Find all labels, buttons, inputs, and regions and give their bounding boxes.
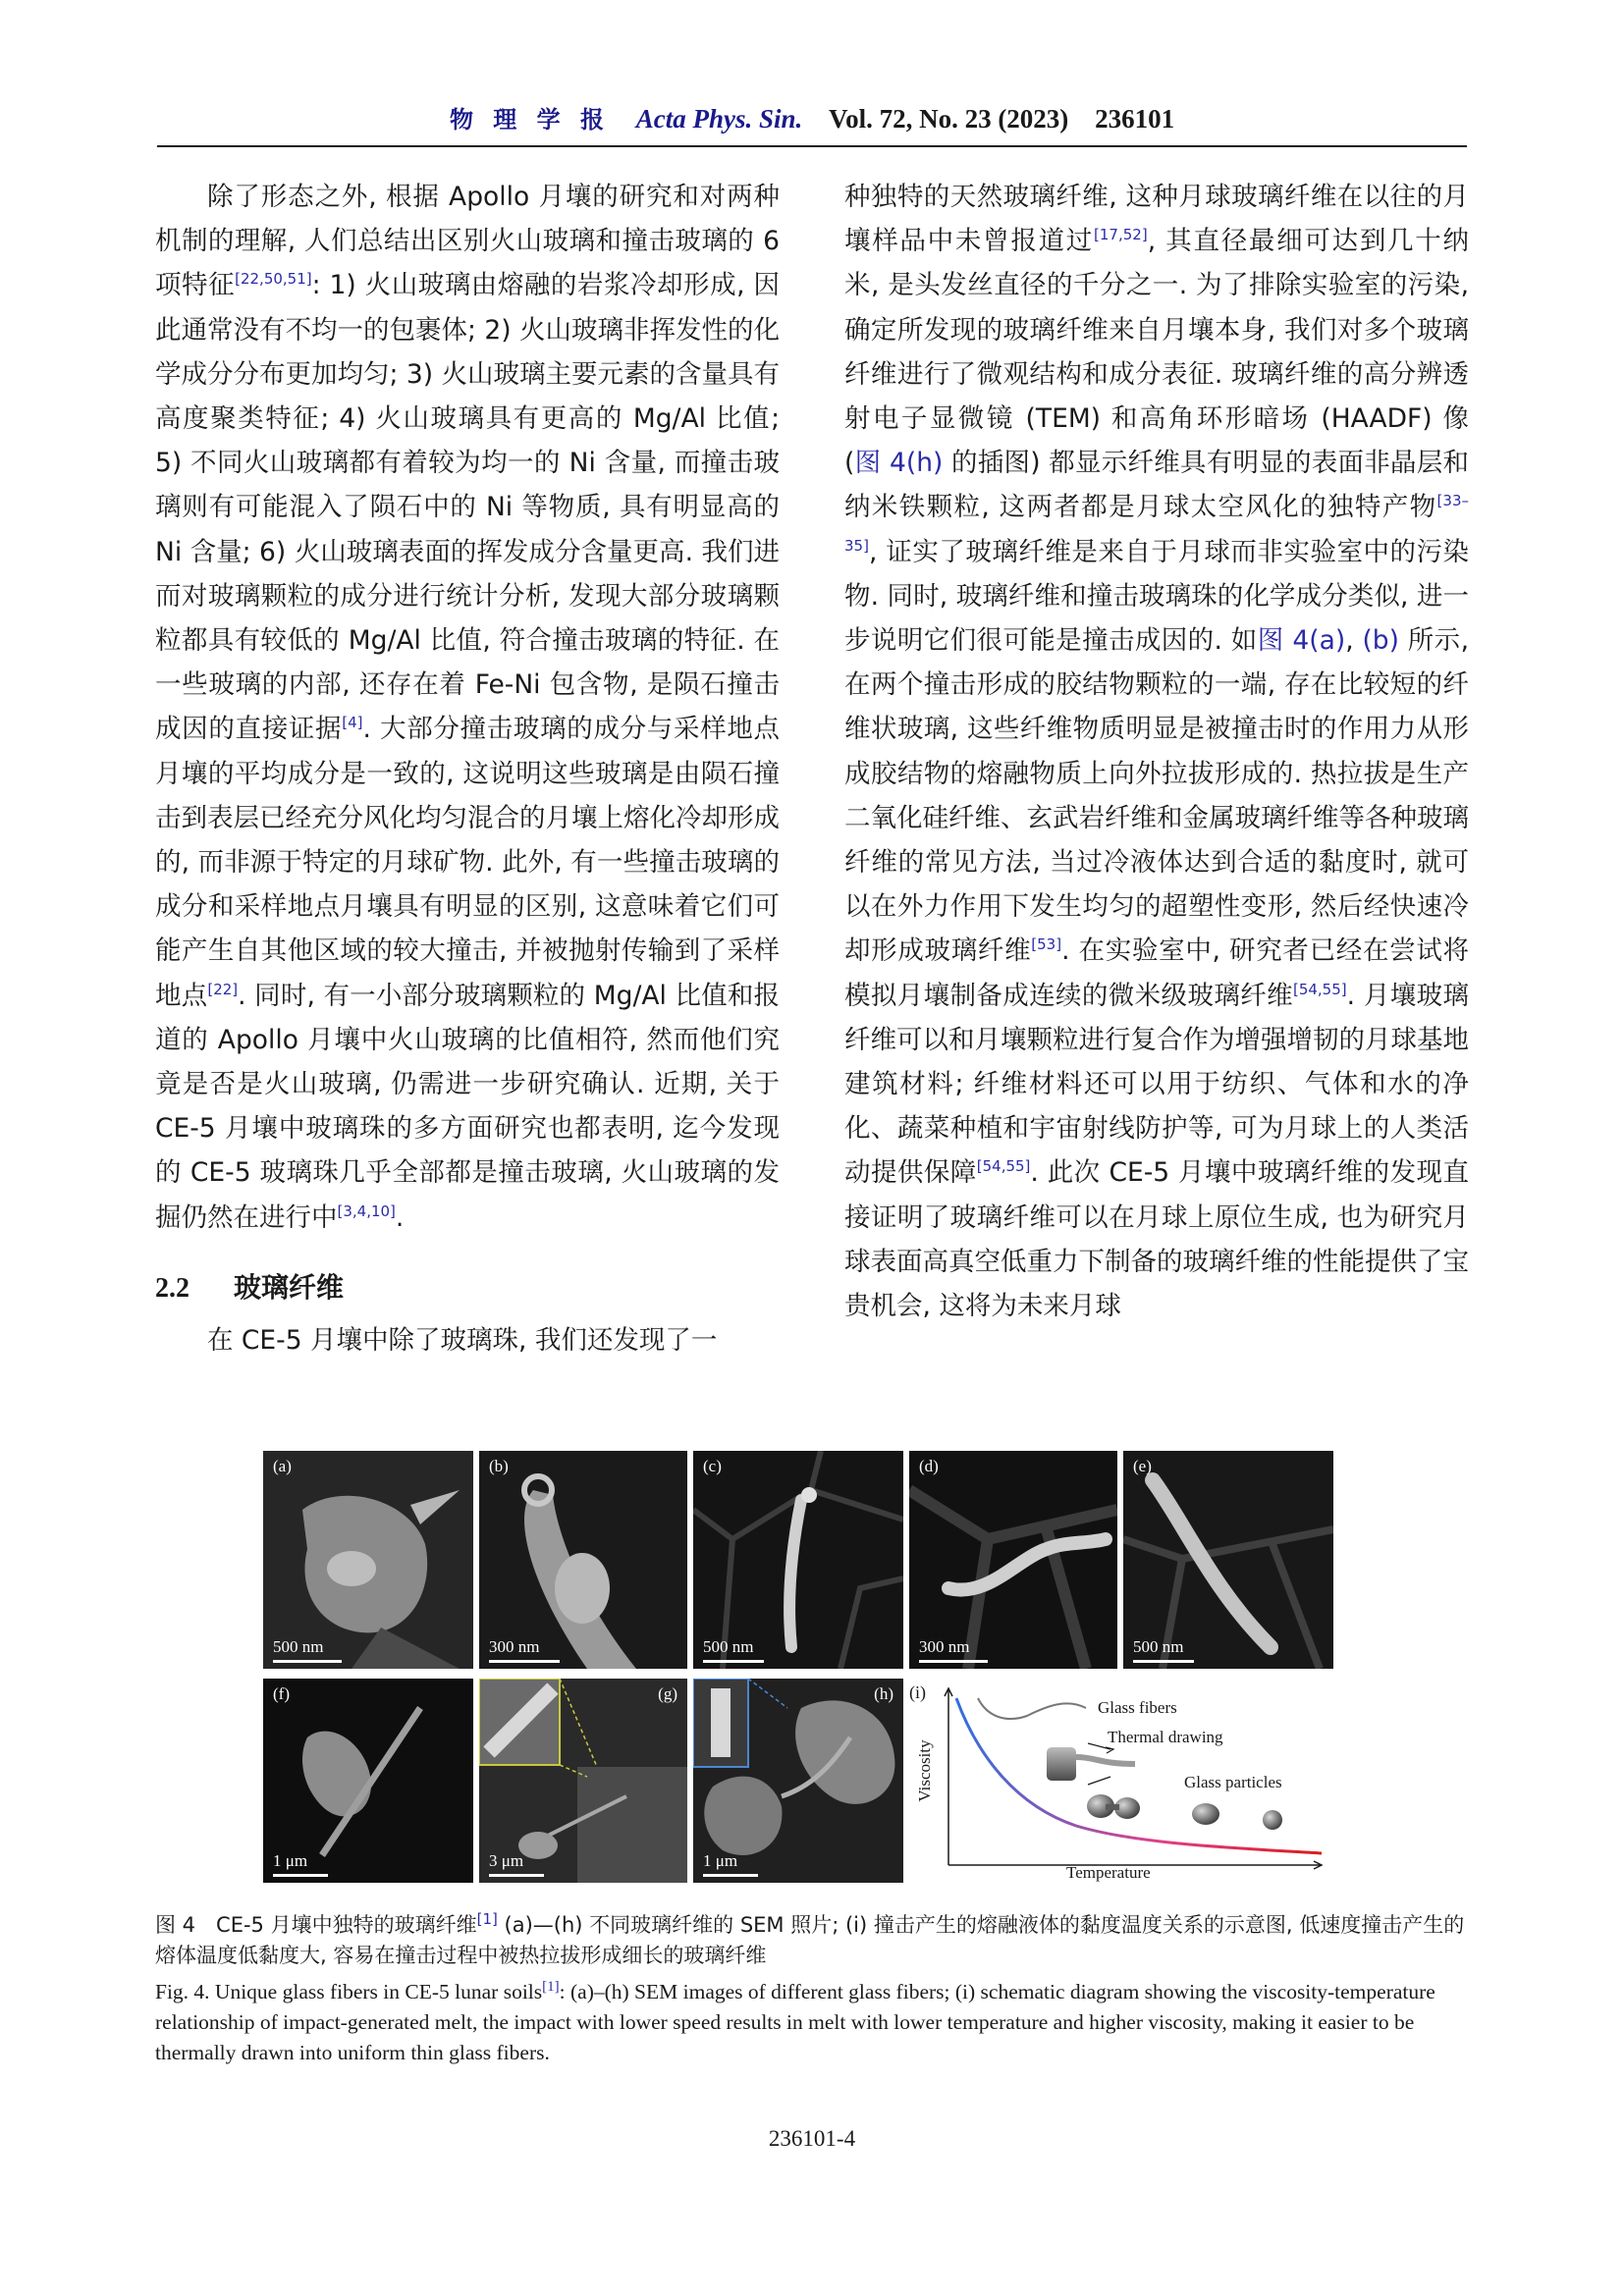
panel-label: (a) [273,1457,292,1475]
axis-label-x: Temperature [1066,1863,1151,1882]
scale-bar [489,1660,560,1663]
scale-bar [1133,1660,1194,1663]
panel-label: (d) [919,1457,939,1475]
sem-image [909,1451,1117,1669]
panel-label: (h) [874,1684,893,1703]
scale-bar [919,1660,988,1663]
figure-link[interactable]: 图 4(a) [1257,625,1346,657]
paragraph-volcanic-vs-impact: 除了形态之外, 根据 Apollo 月壤的研究和对两种机制的理解, 人们总结出区别火山玻璃和撞击玻璃的 6 项特征[22,50,51]: 1) 火山玻璃由熔融的岩浆冷却形成, 因此通常没有不均一的包裹体; 2) 火山玻璃非挥发性的化学成分分布更加均匀; 3) 火山玻璃主要元素的含量具有高度聚类特征; 4) 火山玻璃具有更高的 Mg/Al 比值; 5) 不同火山玻璃都有着较为均一的 Ni 含量, 而撞击玻璃则有可能混入了陨石中的 Ni 等物质, 具有明显高的 Ni 含量; 6) 火山玻璃表面的挥发成分含量更高. 我们进而对玻璃颗粒的成分进行统计分析, 发现大部分玻璃颗粒都具有较低的 Mg/Al 比值, 符合撞击玻璃的特征. 在一些玻璃的内部, 还存在着 Fe-Ni 包含物, 是陨石撞击成因的直接证据[4]. 大部分撞击玻璃的成分与采样地点月壤的平均成分是一致的, 这说明这些玻璃是由陨石撞击到表层已经充分风化均匀混合的月壤上熔化冷却形成的, 而非源于特定的月球矿物. 此外, 有一些撞击玻璃的成分和采样地点月壤具有明显的区别, 这意味着它们可能产生自其他区域的较大撞击, 并被抛射传输到了采样地点[22]. 同时, 有一小部分玻璃颗粒的 Mg/Al 比值和报道的 Apollo 月壤中火山玻璃的比值相符, 然而他们究竟是否是火山玻璃, 仍需进一步研究确认. 近期, 关于 CE-5 月壤中玻璃珠的多方面研究也都表明, 迄今发现的 CE-5 玻璃珠几乎全部都是撞击玻璃, 火山玻璃的发掘仍然在进行中[3,4,10]. [155,182,781,1233]
left-column [155,175,780,1362]
panel-label: (b) [489,1457,509,1475]
scale-bar-label: 500 nm [703,1637,754,1656]
scale-bar [489,1874,544,1877]
journal-name-en: Acta Phys. Sin. [635,104,803,133]
citation[interactable]: [4] [342,714,363,732]
citation[interactable]: [22,50,51] [235,270,312,289]
panel-label: (f) [273,1684,290,1703]
paragraph-glass-fibers-cont: 种独特的天然玻璃纤维, 这种月球玻璃纤维在以往的月壤样品中未曾报道过[17,52], 其直径最细可达到几十纳米, 是头发丝直径的千分之一. 为了排除实验室的污染, 确定所发现的玻璃纤维来自月壤本身, 我们对多个玻璃纤维进行了微观结构和成分表征. 玻璃纤维的高分辨透射电子显微镜 (TEM) 和高角环形暗场 (HAADF) 像 (图 4(h) 的插图) 都显示纤维具有明显的表面非晶层和纳米铁颗粒, 这两者都是月球太空风化的独特产物[33–35], 证实了玻璃纤维是来自于月球而非实验室中的污染物. 同时, 玻璃纤维和撞击玻璃珠的化学成分类似, 进一步说明它们很可能是撞击成因的. 如图 4(a), (b) 所示, 在两个撞击形成的胶结物颗粒的一端, 存在比较短的纤维状玻璃, 这些纤维物质明显是被撞击时的作用力从形成胶结物的熔融物质上向外拉拔形成的. 热拉拔是生产二氧化硅纤维、玄武岩纤维和金属玻璃纤维等各种玻璃纤维的常见方法, 当过冷液体达到合适的黏度时, 就可以在外力作用下发生均匀的超塑性变形, 然后经快速冷却形成玻璃纤维[53]. 在实验室中, 研究者已经在尝试将模拟月壤制备成连续的微米级玻璃纤维[54,55]. 月壤玻璃纤维可以和月壤颗粒进行复合作为增强增韧的月球基地建筑材料; 纤维材料还可以用于纺织、气体和水的净化、蔬菜种植和宇宙射线防护等, 可为月球上的人类活动提供保障[54,55]. 此次 CE-5 月壤中玻璃纤维的发现直接证明了玻璃纤维可以在月球上原位生成, 也为研究月球表面高真空低重力下制备的玻璃纤维的性能提供了宝贵机会, 这将为未来月球 [844,182,1470,1322]
citation[interactable]: [54,55] [976,1157,1031,1176]
figure-link[interactable]: 图 4(h) [854,448,944,479]
figure-caption-cn: 图 4 CE-5 月壤中独特的玻璃纤维[1] (a)—(h) 不同玻璃纤维的 SEM 照片; (i) 撞击产生的熔融液体的黏度温度关系的示意图, 低速度撞击产生的熔体温度低黏度大, 容易在撞击过程中被热拉拔形成细长的玻璃纤维 [155,1910,1465,1967]
panel-label: (g) [658,1684,677,1703]
scale-bar [273,1660,342,1663]
scale-bar [703,1874,758,1877]
page-number: 236101-4 [768,2126,856,2151]
schematic-panel-i [909,1679,1333,1883]
scale-bar [703,1660,764,1663]
panel-label: (i) [909,1682,926,1702]
scale-bar-label: 500 nm [273,1637,324,1656]
citation[interactable]: [54,55] [1292,980,1347,998]
scale-bar-label: 300 nm [489,1637,540,1656]
sem-image [479,1451,687,1669]
sem-panel-f [263,1679,473,1883]
journal-name-cn: 物 理 学 报 [449,106,611,133]
scale-bar-label: 500 nm [1133,1637,1184,1656]
sem-image [693,1451,903,1669]
figure-caption-en: Fig. 4. Unique glass fibers in CE-5 lunar soils[1]: (a)–(h) SEM images of different glass fibers; (i) schematic diagram showing the viscosity-temperature relationship of impact-generated melt, the impact with lower speed results in melt with lower temperature and higher viscosity, making it easier to be thermally drawn into uniform thin glass fibers. [155,1978,1435,2064]
section-number: 2.2 [155,1272,189,1304]
citation[interactable]: [1] [476,1910,498,1928]
citation[interactable]: [22] [207,980,239,998]
right-column [844,175,1469,1328]
annotation-glass-particles: Glass particles [1184,1773,1282,1791]
sem-panel-a [263,1451,473,1669]
scale-bar-label: 1 μm [273,1851,308,1870]
scale-bar-label: 1 μm [703,1851,738,1870]
section-title: 玻璃纤维 [234,1270,345,1304]
figure-4 [263,1451,1428,1883]
sem-panel-d [909,1451,1117,1669]
header-rule [157,145,1467,147]
annotation-thermal-drawing: Thermal drawing [1108,1728,1223,1746]
sem-panel-g [479,1679,687,1883]
sem-image [263,1451,473,1669]
axis-label-y: Viscosity [915,1739,934,1802]
annotation-glass-fibers: Glass fibers [1098,1698,1177,1717]
citation[interactable]: [17,52] [1094,226,1148,244]
citation[interactable]: [3,4,10] [337,1201,396,1220]
sem-panel-b [479,1451,687,1669]
scale-bar-label: 3 μm [489,1851,524,1870]
citation[interactable]: [1] [542,1978,560,1995]
section-heading [155,1265,780,1310]
panel-label: (c) [703,1457,722,1475]
paragraph-glass-fibers-start: 在 CE-5 月壤中除了玻璃珠, 我们还发现了一 [207,1325,718,1357]
sem-panel-c [693,1451,903,1669]
citation[interactable]: [33–35] [844,492,1469,555]
scale-bar [273,1874,328,1877]
volume-info: Vol. 72, No. 23 (2023) [829,104,1069,133]
article-number: 236101 [1095,104,1175,133]
citation[interactable]: [53] [1031,935,1062,954]
sem-panel-h [693,1679,903,1883]
sem-panel-e [1123,1451,1333,1669]
scale-bar-label: 300 nm [919,1637,970,1656]
sem-image [1123,1451,1333,1669]
figure-link[interactable]: (b) [1362,625,1399,657]
panel-label: (e) [1133,1457,1152,1475]
running-header [0,100,1624,134]
